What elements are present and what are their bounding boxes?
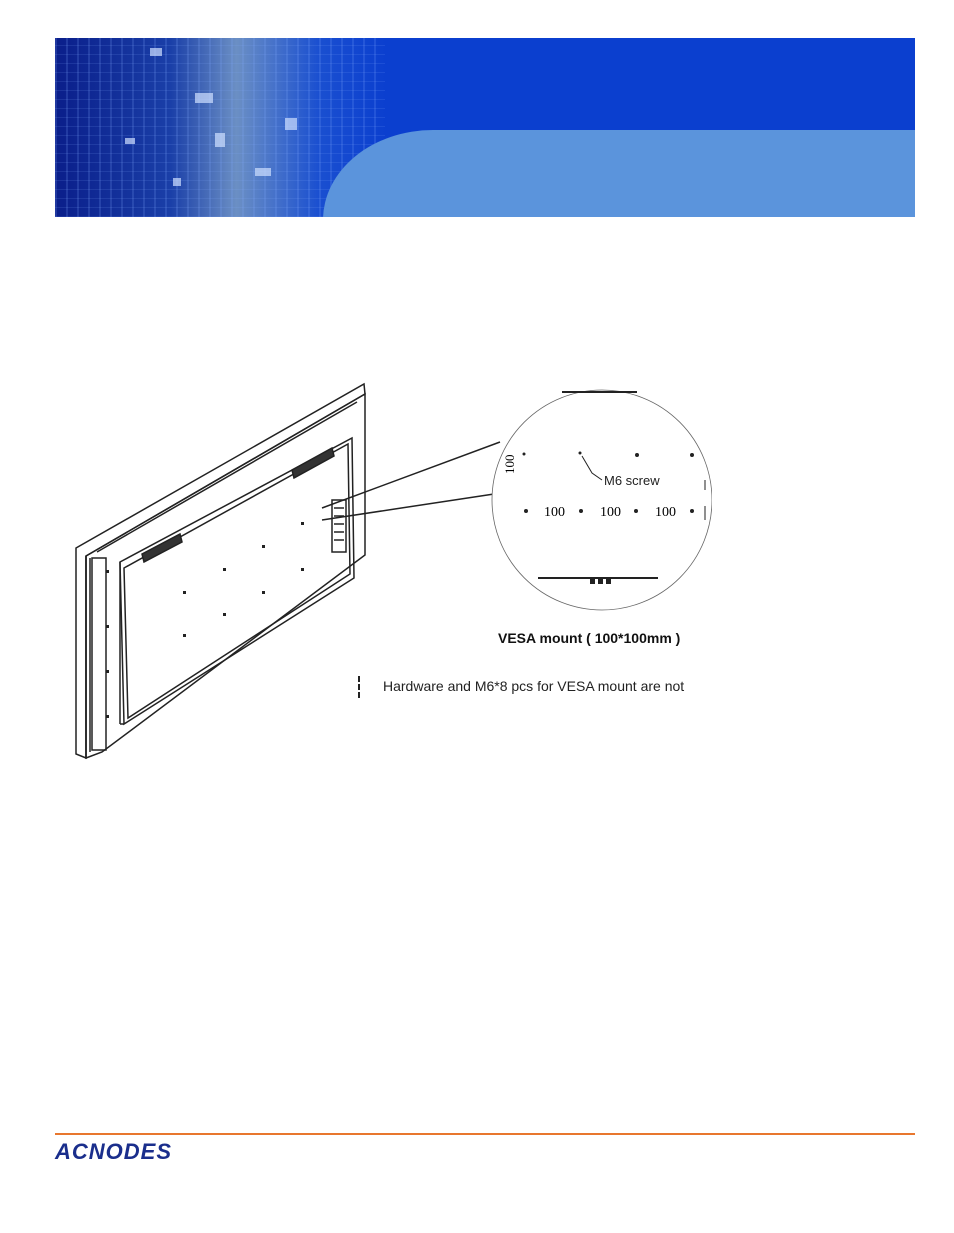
vesa-mount-figure [72,380,712,760]
dimension-horizontal-3: 100 [655,505,676,520]
hardware-note: Hardware and M6*8 pcs for VESA mount are not [383,678,685,694]
screw-label: M6 screw [604,473,660,488]
footer-rule [55,1133,915,1135]
dimension-horizontal-2: 100 [600,505,621,520]
vesa-mount-title: VESA mount ( 100*100mm ) [498,630,681,646]
acnodes-logo: ACNODES [55,1139,173,1164]
note-container [383,678,712,700]
note-marker [358,676,362,698]
dimension-horizontal-1: 100 [544,505,565,520]
banner-curved-band [323,130,915,217]
dimension-vertical: 100 [502,454,517,474]
header-banner [55,38,915,217]
